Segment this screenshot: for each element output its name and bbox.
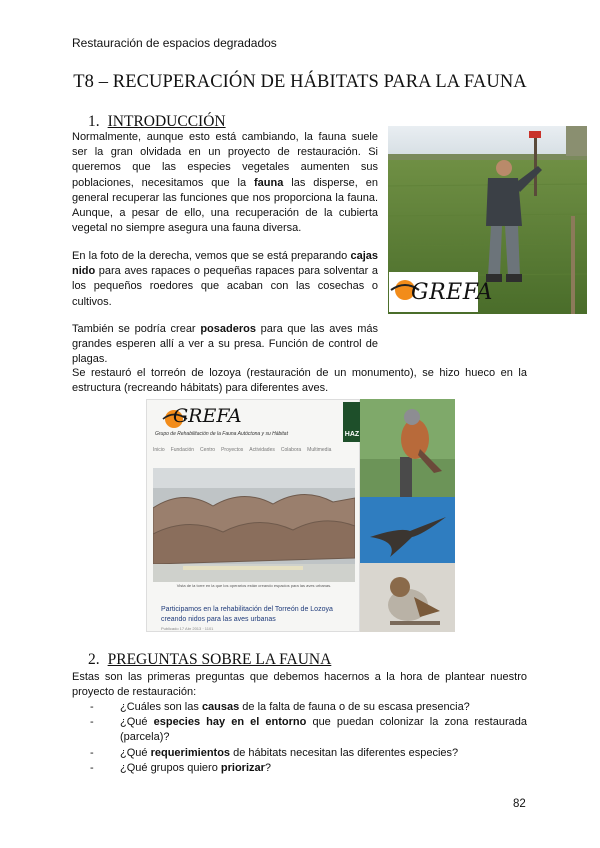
section-1-title: INTRODUCCIÓN bbox=[107, 113, 226, 130]
text-run: Se restauró el torreón de lozoya (restauración de un monumento), se hizo hueco en la estructura (recreando hábitats) para diferentes aves. bbox=[72, 367, 527, 395]
website-nav bbox=[153, 447, 355, 457]
website-banner bbox=[343, 402, 361, 442]
section-2-number: 2. bbox=[88, 651, 100, 668]
text-run: ¿Cuáles son las bbox=[120, 701, 202, 713]
sparrow-photo bbox=[360, 563, 455, 632]
intro-paragraph-3 bbox=[72, 322, 378, 368]
article-meta: Publicado 17 Abr 2013 · 1101 bbox=[161, 626, 214, 631]
kestrel-photo bbox=[360, 399, 455, 497]
bold-term: fauna bbox=[254, 176, 284, 189]
swift-photo bbox=[360, 497, 455, 563]
question-item bbox=[90, 700, 527, 715]
photo-caption: Vista de la torre en la que los operarios están creando espacios para las aves urbanas. bbox=[176, 583, 332, 588]
website-nav-item[interactable]: Proyectos bbox=[221, 447, 244, 453]
website-nav-item[interactable]: Actividades bbox=[249, 447, 275, 453]
website-nav-item[interactable]: Inicio bbox=[153, 447, 165, 453]
bold-term: causas bbox=[201, 701, 240, 713]
section-2-heading bbox=[88, 651, 331, 669]
section-2-title: PREGUNTAS SOBRE LA FAUNA bbox=[107, 651, 332, 668]
text-run: de hábitats necesitan las diferentes especies? bbox=[230, 746, 459, 759]
text-run: para que las aves más grandes esperen allí a ver a su presa. Función de control de plagas. bbox=[72, 323, 379, 366]
intro-paragraph-2 bbox=[72, 249, 378, 310]
intro-paragraph-4 bbox=[72, 366, 527, 396]
text-run: de la falta de fauna o de su escasa presencia? bbox=[239, 701, 470, 713]
question-item bbox=[90, 746, 527, 761]
bold-term: especies hay en el entorno bbox=[153, 716, 307, 729]
intro-paragraph-1 bbox=[72, 130, 378, 236]
bold-term: priorizar bbox=[220, 761, 265, 774]
text-run: En la foto de la derecha, vemos que se está preparando bbox=[72, 250, 351, 262]
roof-tiles-photo bbox=[153, 468, 355, 582]
question-item bbox=[90, 761, 527, 776]
website-nav-item[interactable]: Fundación bbox=[170, 447, 195, 453]
page-title: T8 – RECUPERACIÓN DE HÁBITATS PARA LA FAUNA bbox=[73, 72, 527, 92]
running-header: Restauración de espacios degradados bbox=[72, 36, 277, 50]
grefa-logo-badge bbox=[389, 272, 493, 312]
grefa-logo-text: GREFA bbox=[411, 280, 493, 305]
text-run: las disperse, en general recuperar las funciones que nos proporciona la fauna. Aunque, a pesar de ello, una recuperación de la cubierta vegetal no siempre asegura una fauna diversa. bbox=[72, 176, 378, 235]
text-run: Normalmente, aunque esto está cambiando, la fauna suele ser la gran olvidada en un proyecto de restauración. Si queremos que las especies vegetales aumenten sus poblaciones, necesitamos que la bbox=[72, 131, 378, 189]
question-item bbox=[90, 715, 527, 745]
section-1-number: 1. bbox=[88, 113, 100, 130]
page-number: 82 bbox=[513, 798, 526, 810]
questions-list bbox=[90, 700, 527, 776]
text-run: También se podría crear bbox=[72, 323, 201, 335]
collage-image bbox=[146, 399, 455, 632]
website-nav-item[interactable]: Colabora bbox=[280, 447, 302, 453]
bold-term: posaderos bbox=[200, 323, 256, 335]
text-run: ¿Qué grupos quiero bbox=[120, 761, 221, 774]
bold-term: cajas nido bbox=[72, 250, 378, 278]
text-run: ? bbox=[264, 761, 272, 774]
website-logo-text: GREFA bbox=[173, 405, 242, 427]
website-subtitle: Grupo de Rehabilitación de la Fauna Autóctona y su Hábitat bbox=[155, 431, 288, 437]
website-screenshot bbox=[146, 399, 360, 632]
text-run: ¿Qué bbox=[120, 746, 151, 759]
field-photo bbox=[388, 126, 587, 314]
text-run: para aves rapaces o pequeñas rapaces para solventar a los pequeños roedores que acaban con las cosechas o cultivos. bbox=[72, 265, 378, 308]
questions-intro bbox=[72, 670, 527, 700]
text-run: ¿Qué bbox=[120, 716, 154, 729]
article-title[interactable]: Participamos en la rehabilitación del Torreón de Lozoya creando nidos para las aves urbanas bbox=[161, 606, 333, 623]
website-nav-item[interactable]: Multimedia bbox=[307, 447, 332, 453]
text-run: Estas son las primeras preguntas que debemos hacernos a la hora de plantear nuestro proyecto de restauración: bbox=[72, 671, 527, 699]
website-nav-item[interactable]: Centro bbox=[200, 447, 216, 453]
bold-term: requerimientos bbox=[150, 746, 231, 759]
website-banner-text: HAZ bbox=[344, 431, 360, 438]
section-1-heading bbox=[88, 113, 226, 131]
text-run: que puedan colonizar la zona restaurada (parcela)? bbox=[120, 716, 527, 744]
